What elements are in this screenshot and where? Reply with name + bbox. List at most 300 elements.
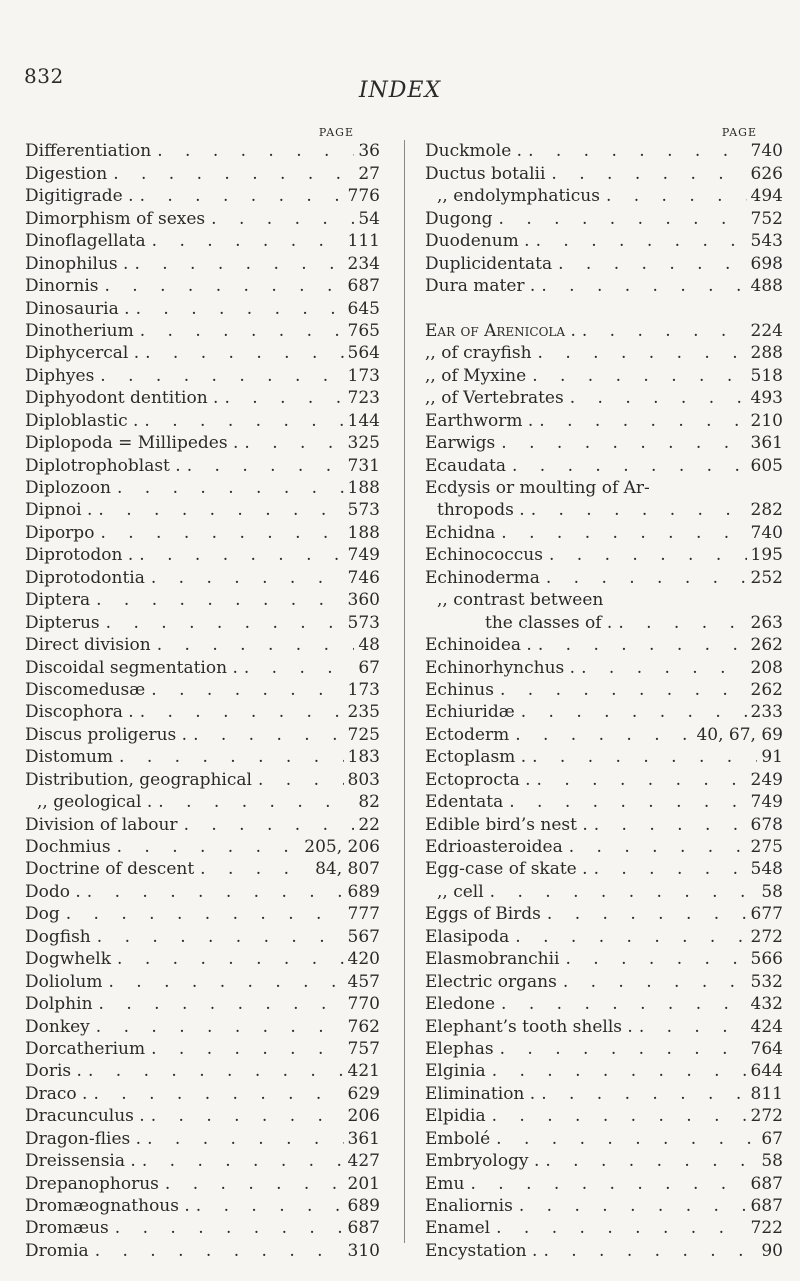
index-term: Diplopoda = Millipedes . (25, 433, 239, 454)
index-term: Drepanophorus (25, 1173, 159, 1194)
index-entry (425, 634, 783, 656)
index-entry (25, 679, 380, 701)
index-entry (25, 1173, 380, 1195)
dot-leader (94, 522, 343, 544)
page-reference: 310 (347, 1240, 380, 1261)
index-term: Diphycercal . (25, 343, 140, 364)
index-entry (25, 612, 380, 634)
index-term: Discomedusæ (25, 679, 146, 700)
dot-leader (503, 791, 746, 813)
page-reference: 90 (761, 1240, 783, 1261)
index-entry (25, 455, 380, 477)
index-entries-left (25, 140, 380, 1262)
index-term: Digestion (25, 163, 108, 184)
page-reference: 262 (750, 679, 783, 700)
index-entry (25, 858, 380, 880)
dot-leader (532, 342, 747, 364)
index-entry (25, 163, 380, 185)
page-reference: 687 (347, 276, 380, 297)
index-entry (25, 275, 380, 297)
page-reference: 84, 807 (315, 859, 380, 880)
index-entry (425, 365, 783, 387)
dot-leader (102, 971, 343, 993)
dot-leader (136, 1150, 344, 1172)
dot-leader (525, 499, 747, 521)
page-reference: 566 (750, 949, 783, 970)
index-term: Ectoderm (425, 724, 510, 745)
index-term: Dolphin (25, 994, 93, 1015)
dot-leader (152, 791, 354, 813)
index-term: Dromæus (25, 1218, 109, 1239)
index-term: Diprotodon . (25, 545, 134, 566)
dot-leader (113, 746, 344, 768)
page-reference: 173 (347, 365, 380, 386)
index-term: ,, of Myxine (425, 365, 527, 386)
dot-leader (151, 634, 355, 656)
index-entry (425, 926, 783, 948)
dot-leader (128, 253, 343, 275)
page-reference: 234 (347, 253, 380, 274)
index-term: Enaliornis (425, 1196, 513, 1216)
page-reference: 224 (750, 320, 783, 341)
index-entry (25, 365, 380, 387)
dot-leader (134, 185, 344, 207)
index-entry (25, 814, 380, 836)
index-term: Dura mater . (425, 276, 536, 297)
index-entry (25, 971, 380, 993)
page-reference: 731 (347, 455, 380, 476)
index-term: Earwigs (425, 433, 496, 454)
dot-leader (552, 253, 746, 275)
index-term: Dugong (425, 208, 493, 229)
index-term: Dinosauria . (25, 298, 130, 319)
dot-leader (588, 814, 747, 836)
page-reference: 262 (750, 635, 783, 656)
index-entry (25, 253, 380, 275)
index-term: ,, of Vertebrates (425, 388, 564, 409)
index-entry (25, 1038, 380, 1060)
index-entry (425, 275, 783, 297)
index-entry (25, 567, 380, 589)
dot-leader (190, 1195, 344, 1217)
dot-leader (205, 208, 354, 230)
dot-leader (92, 499, 343, 521)
index-entry (425, 342, 783, 364)
index-term: Dochmius (25, 837, 111, 857)
dot-leader (134, 701, 344, 723)
page-reference: 457 (347, 971, 380, 992)
page-reference: 722 (750, 1218, 783, 1239)
dot-leader (139, 342, 343, 364)
index-entry (425, 1217, 783, 1239)
page-reference: 249 (750, 769, 783, 790)
dot-leader (60, 903, 344, 925)
index-entry (425, 432, 783, 454)
index-term: Earthworm . (425, 410, 534, 431)
page-reference: 432 (750, 994, 783, 1015)
dot-leader (94, 365, 343, 387)
page-reference: 493 (750, 388, 783, 409)
dot-leader (490, 1128, 757, 1150)
page-reference: 629 (347, 1083, 380, 1104)
dot-leader (513, 1195, 747, 1217)
index-entry (425, 387, 783, 409)
dot-leader (81, 881, 344, 903)
index-term: Elasmobranchii (425, 949, 560, 970)
page-reference: 210 (750, 410, 783, 431)
dot-leader (495, 993, 747, 1015)
page-reference: 188 (347, 478, 380, 498)
column-divider (404, 140, 405, 1243)
dot-leader (588, 858, 747, 880)
page-reference: 201 (347, 1173, 380, 1194)
index-entry (425, 1083, 783, 1105)
index-term: ,, endolymphaticus (437, 186, 600, 207)
page-reference: 67 (358, 657, 380, 678)
index-entry (25, 948, 380, 970)
dot-leader (543, 544, 747, 566)
index-entry (25, 387, 380, 409)
index-term: Electric organs (425, 971, 557, 992)
dot-leader (100, 612, 344, 634)
index-entry (425, 1128, 783, 1150)
index-term: Egg-case of skate . (425, 859, 588, 880)
index-entry (425, 320, 783, 342)
index-entry (25, 1128, 380, 1150)
dot-leader (134, 320, 344, 342)
dot-leader (99, 275, 344, 297)
page-reference: 749 (750, 792, 783, 813)
index-entry (25, 769, 380, 791)
index-entry (425, 814, 783, 836)
page-reference: 173 (347, 679, 380, 700)
page-reference: 678 (750, 814, 783, 835)
dot-leader (575, 657, 746, 679)
page-reference (779, 589, 783, 611)
index-term: Dog (25, 904, 60, 925)
index-term: Doris . (25, 1061, 82, 1082)
page-reference: 765 (347, 320, 380, 341)
index-term: Diporpo (25, 522, 95, 543)
dot-leader (107, 163, 354, 185)
page-reference: 421 (347, 1061, 380, 1082)
dot-leader (495, 432, 746, 454)
index-term: Division of labour (25, 814, 178, 835)
page-reference: 58 (761, 881, 783, 902)
index-entry (25, 1195, 380, 1217)
index-entry (425, 769, 783, 791)
page-reference: 360 (347, 590, 380, 611)
dot-leader (612, 612, 746, 634)
page-reference: 740 (750, 522, 783, 543)
index-term: ,, contrast between (437, 590, 604, 611)
index-entry (25, 634, 380, 656)
page-reference: 626 (750, 163, 783, 184)
index-entry (25, 589, 380, 611)
index-term: Dodo . (25, 881, 81, 902)
dot-leader (506, 455, 747, 477)
page-column-label: PAGE (318, 126, 354, 139)
page-reference: 67 (761, 1128, 783, 1149)
index-term: Dorcatherium (25, 1038, 146, 1059)
page-reference: 567 (347, 926, 380, 947)
dot-leader (141, 1128, 343, 1150)
index-entry (25, 410, 380, 432)
page-reference: 573 (347, 500, 380, 521)
index-entry (425, 971, 783, 993)
dot-leader (509, 926, 746, 948)
dot-leader (87, 1083, 343, 1105)
page-reference: 420 (347, 949, 380, 970)
index-entry (25, 701, 380, 723)
dot-leader (563, 836, 747, 858)
index-entry (425, 701, 783, 723)
dot-leader (495, 522, 746, 544)
page-reference: 749 (347, 545, 380, 566)
index-term: Edrioasteroidea (425, 837, 563, 857)
page-reference: 48 (358, 635, 380, 656)
index-entries-right (425, 140, 783, 1262)
dot-leader (557, 971, 747, 993)
index-term: Elpidia (425, 1106, 486, 1127)
dot-leader (145, 1105, 344, 1127)
dot-leader (493, 208, 747, 230)
dot-leader (530, 230, 747, 252)
dot-leader (138, 410, 343, 432)
page-reference: 518 (750, 365, 783, 386)
page-reference: 488 (750, 276, 783, 297)
index-term: Embryology . (425, 1151, 540, 1172)
page-reference: 188 (347, 522, 380, 543)
index-entry (425, 1173, 783, 1195)
page-reference: 776 (347, 186, 380, 207)
dot-leader (111, 948, 344, 970)
index-term: Echinoderma (425, 567, 540, 588)
page-reference: 725 (347, 724, 380, 745)
index-entry (425, 724, 783, 746)
index-entry (25, 477, 380, 499)
index-term: Dromia (25, 1240, 89, 1261)
index-term: Dinornis (25, 276, 99, 297)
index-term: Discoidal segmentation . (25, 657, 238, 678)
dot-leader (111, 836, 301, 858)
index-term: Duckmole . (425, 141, 523, 162)
index-term: Doliolum (25, 971, 103, 992)
dot-leader (90, 1016, 344, 1038)
index-entry (425, 410, 783, 432)
dot-leader (111, 477, 344, 499)
dot-leader (238, 432, 343, 454)
page-reference: 532 (750, 971, 783, 992)
index-term: ,, geological . (37, 792, 153, 813)
index-term: Ecaudata (425, 455, 506, 476)
index-entry (25, 657, 380, 679)
index-entry (425, 455, 783, 477)
index-term: Donkey (25, 1016, 90, 1037)
index-entry (25, 1217, 380, 1239)
page-reference (779, 477, 783, 499)
index-term: Elimination . (425, 1083, 536, 1104)
index-term: Diplozoon (25, 478, 111, 498)
index-term: Elasipoda (425, 926, 510, 947)
dot-leader (494, 679, 747, 701)
dot-leader (90, 589, 343, 611)
page-reference: 689 (347, 881, 380, 902)
index-entry (25, 1240, 380, 1262)
index-term: Dragon-flies . (25, 1128, 142, 1149)
index-term: Dimorphism of sexes (25, 208, 206, 229)
index-entry (25, 140, 380, 162)
index-entry (425, 544, 783, 566)
dot-leader (515, 701, 747, 723)
index-entry (25, 342, 380, 364)
index-entry (25, 993, 380, 1015)
page-reference: 40, 67, 69 (696, 724, 783, 745)
dot-leader (238, 657, 354, 679)
index-entry (425, 185, 783, 207)
index-entry (425, 499, 783, 521)
index-term: Encystation . (425, 1240, 538, 1261)
index-term: Diprotodontia (25, 567, 145, 588)
index-term: Ecdysis or moulting of Ar- (425, 478, 650, 498)
index-term: ,, cell (437, 881, 484, 902)
page-reference: 195 (750, 545, 783, 566)
index-entry (425, 657, 783, 679)
index-entry (25, 185, 380, 207)
index-entry (25, 1105, 380, 1127)
page-reference: 573 (347, 612, 380, 633)
dot-leader (633, 1016, 747, 1038)
index-entry (25, 724, 380, 746)
dot-leader (159, 1173, 344, 1195)
page-reference: 644 (750, 1061, 783, 1082)
index-entry (25, 881, 380, 903)
page-reference: 252 (750, 567, 783, 588)
page-reference: 205, 206 (304, 837, 380, 857)
page-reference: 325 (347, 433, 380, 454)
dot-leader (533, 410, 746, 432)
index-term: Dromæognathous . (25, 1196, 190, 1216)
index-entry (425, 163, 783, 185)
index-entry (25, 499, 380, 521)
index-term: Dreissensia . (25, 1151, 136, 1172)
index-term: Diptera (25, 590, 91, 611)
dot-leader (600, 185, 747, 207)
page-reference: 746 (347, 567, 380, 588)
dot-leader (537, 1240, 757, 1262)
dot-leader (181, 455, 344, 477)
page-column-label: PAGE (721, 126, 757, 139)
page-reference: 605 (750, 455, 783, 476)
index-entry (25, 1060, 380, 1082)
index-entry (25, 836, 380, 858)
index-term: Digitigrade . (25, 186, 134, 207)
page-reference: 36 (358, 141, 380, 162)
page-reference: 361 (347, 1128, 380, 1149)
running-head: INDEX (358, 78, 442, 103)
index-term: Ectoprocta . (425, 769, 531, 790)
dot-leader (194, 858, 311, 880)
index-term: Dipnoi . (25, 500, 93, 521)
index-term: Dipterus (25, 612, 100, 633)
index-term: Diploblastic . (25, 410, 139, 431)
page-reference: 803 (347, 769, 380, 790)
index-term: Ductus botalii (425, 163, 546, 184)
index-entry (25, 1083, 380, 1105)
index-entry (25, 926, 380, 948)
index-term: Emu (425, 1173, 465, 1194)
page-number: 832 (24, 64, 64, 88)
page-reference: 263 (750, 612, 783, 633)
dot-leader (486, 1060, 747, 1082)
index-term: Dracunculus . (25, 1106, 145, 1127)
dot-leader (484, 881, 758, 903)
page-reference: 740 (750, 141, 783, 162)
dot-leader (532, 634, 747, 656)
page-reference: 689 (347, 1196, 380, 1216)
dot-leader (133, 544, 343, 566)
index-term: Echinus (425, 679, 494, 700)
index-term: Dogfish (25, 926, 91, 947)
page-reference: 235 (347, 702, 380, 723)
page-reference: 677 (750, 904, 783, 925)
index-term: ,, of crayfish (425, 343, 532, 364)
index-term: Dinophilus . (25, 253, 129, 274)
page-reference: 54 (358, 208, 380, 229)
page-reference: 206 (347, 1106, 380, 1127)
page-reference: 811 (750, 1083, 783, 1104)
dot-leader (545, 163, 746, 185)
index-entry (425, 881, 783, 903)
page-reference: 22 (358, 814, 380, 835)
dot-leader (490, 1217, 746, 1239)
index-entry (25, 298, 380, 320)
page-reference: 548 (750, 859, 783, 880)
dot-leader (218, 387, 343, 409)
index-entry (25, 1150, 380, 1172)
index-entry (425, 1060, 783, 1082)
dot-leader (509, 724, 692, 746)
index-term: Edible bird’s nest . (425, 814, 588, 835)
dot-leader (109, 1217, 344, 1239)
index-term: Elginia (425, 1061, 486, 1082)
dot-leader (178, 814, 355, 836)
index-term: Ectoplasm . (425, 747, 527, 768)
index-term: Enamel (425, 1218, 491, 1239)
dot-leader (486, 1105, 747, 1127)
index-term: Dinotherium (25, 320, 134, 341)
index-term: Direct division (25, 635, 151, 656)
index-entry (425, 993, 783, 1015)
index-entry (425, 903, 783, 925)
dot-leader (89, 1240, 344, 1262)
dot-leader (145, 679, 343, 701)
dot-leader (146, 230, 344, 252)
page-reference: 723 (347, 388, 380, 409)
index-term: Embolé (425, 1128, 491, 1149)
dot-leader (93, 993, 344, 1015)
page-reference: 564 (347, 343, 380, 364)
index-term: Draco . (25, 1083, 88, 1104)
index-entry (425, 1038, 783, 1060)
index-term: Doctrine of descent (25, 859, 195, 880)
dot-leader (464, 1173, 746, 1195)
index-entry (425, 858, 783, 880)
dot-leader (494, 1038, 747, 1060)
index-entry (425, 230, 783, 252)
index-term: Ear of Arenicola . (425, 320, 576, 341)
index-entry (25, 746, 380, 768)
